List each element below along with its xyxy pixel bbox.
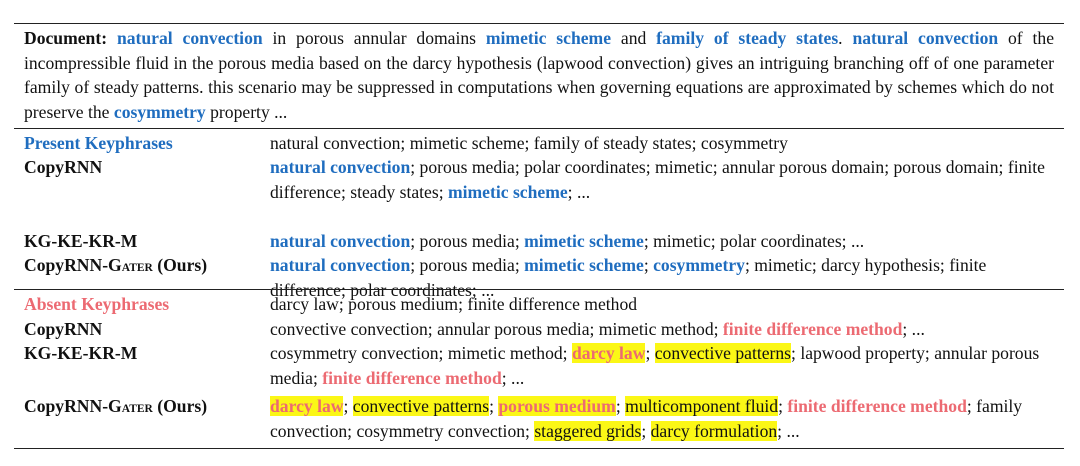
absent-keyphrases-label: Absent Keyphrases [24, 294, 170, 314]
present-keyphrase: natural convection [116, 28, 263, 48]
present-keyphrases-label: Present Keyphrases [24, 133, 173, 153]
text-span: property ... [205, 101, 288, 122]
model-name: CopyRNN [24, 157, 103, 177]
text-span: ; lapwood property; annular porous media; [270, 343, 1040, 388]
highlighted-phrase: convective patterns [654, 343, 792, 363]
text-span: ; porous media; [410, 255, 525, 275]
model-name: KG-KE-KR-M [24, 343, 138, 363]
present-keyphrase: family of steady states [656, 28, 839, 48]
table-bottom-rule [14, 448, 1064, 449]
text-span: ; ... [567, 181, 591, 202]
text-span: convective convection; annular porous media; mimetic method; [270, 319, 723, 339]
model-name: CopyRNN [24, 319, 103, 339]
highlighted-absent-keyphrase: porous medium [498, 396, 616, 416]
absent-keyphrase: finite difference method [722, 319, 903, 339]
text-span: . [838, 28, 853, 48]
text-span: ; ... [902, 319, 925, 339]
present-keyphrase: natural convection [270, 231, 411, 251]
table-top-rule [14, 23, 1064, 24]
present-keyphrase: mimetic scheme [524, 231, 644, 251]
text-span: ; [643, 255, 654, 275]
model-name: CopyRNN-GATER (Ours) [24, 255, 208, 275]
highlighted-absent-keyphrase: darcy law [270, 396, 344, 416]
highlighted-absent-keyphrase: darcy law [571, 343, 646, 363]
text-span: ; porous media; polar coordinates; mimetic; annular porous domain; porous domain; finite difference; steady states; [270, 157, 1045, 202]
absent-keyphrase: finite difference method [787, 396, 967, 416]
absent-keyphrase: finite difference method [322, 367, 502, 388]
text-span: in porous annular domains [262, 28, 486, 48]
text-span: ; ... [501, 367, 525, 388]
text-span: ; porous media; [410, 231, 525, 251]
predicted-keyphrases [270, 317, 1054, 342]
document-label: Document: [24, 28, 108, 48]
text-span: ; [343, 396, 353, 416]
predicted-keyphrases [270, 229, 1054, 254]
present-keyphrase: natural convection [270, 255, 411, 275]
text-span: and [611, 28, 657, 48]
absent-keyphrases-value: darcy law; porous medium; finite difference method [270, 294, 638, 314]
predicted-keyphrases [270, 394, 1054, 443]
present-keyphrase: natural convection [852, 28, 999, 48]
predicted-keyphrases [270, 341, 1054, 390]
model-name: KG-KE-KR-M [24, 231, 138, 251]
present-keyphrase: mimetic scheme [485, 28, 612, 48]
text-span: cosymmetry convection; mimetic method; [270, 343, 572, 363]
text-span: ; mimetic; darcy hypothesis; finite difference; polar coordinates; ... [270, 255, 987, 300]
document-cell [14, 26, 1064, 124]
present-keyphrase: cosymmetry [653, 255, 745, 275]
text-span: ; [645, 343, 655, 363]
text-span: ; family convection; cosymmetry convection; [270, 396, 1023, 441]
present-keyphrase: mimetic scheme [524, 255, 644, 275]
present-keyphrases-value: natural convection; mimetic scheme; family of steady states; cosymmetry [270, 133, 788, 153]
text-span: ; [489, 396, 499, 416]
text-span: ; ... [777, 420, 800, 441]
text-span: of the incompressible fluid in the porous media based on the darcy hypothesis (lapwood convection) gives an intriguing branching off of one parameter family of steady patterns. this scenario may be suppressed in computations when governing equations are approximated by schemes which do not preserve the [24, 28, 1055, 122]
highlighted-phrase: multicomponent fluid [625, 396, 779, 416]
text-span: ; [615, 396, 626, 416]
document-text [24, 28, 1054, 122]
present-keyphrase: cosymmetry [113, 101, 206, 122]
text-span: ; [778, 396, 788, 416]
highlighted-phrase: darcy formulation [650, 420, 778, 441]
model-name: CopyRNN-GATER (Ours) [24, 396, 208, 416]
section-rule-absent [14, 289, 1064, 290]
section-rule-present [14, 128, 1064, 129]
predicted-keyphrases [270, 155, 1054, 204]
present-keyphrase: mimetic scheme [447, 181, 568, 202]
highlighted-phrase: convective patterns [352, 396, 490, 416]
present-keyphrase: natural convection [270, 157, 411, 177]
text-span: ; [641, 420, 651, 441]
highlighted-phrase: staggered grids [534, 420, 642, 441]
text-span: ; mimetic; polar coordinates; ... [643, 231, 865, 251]
